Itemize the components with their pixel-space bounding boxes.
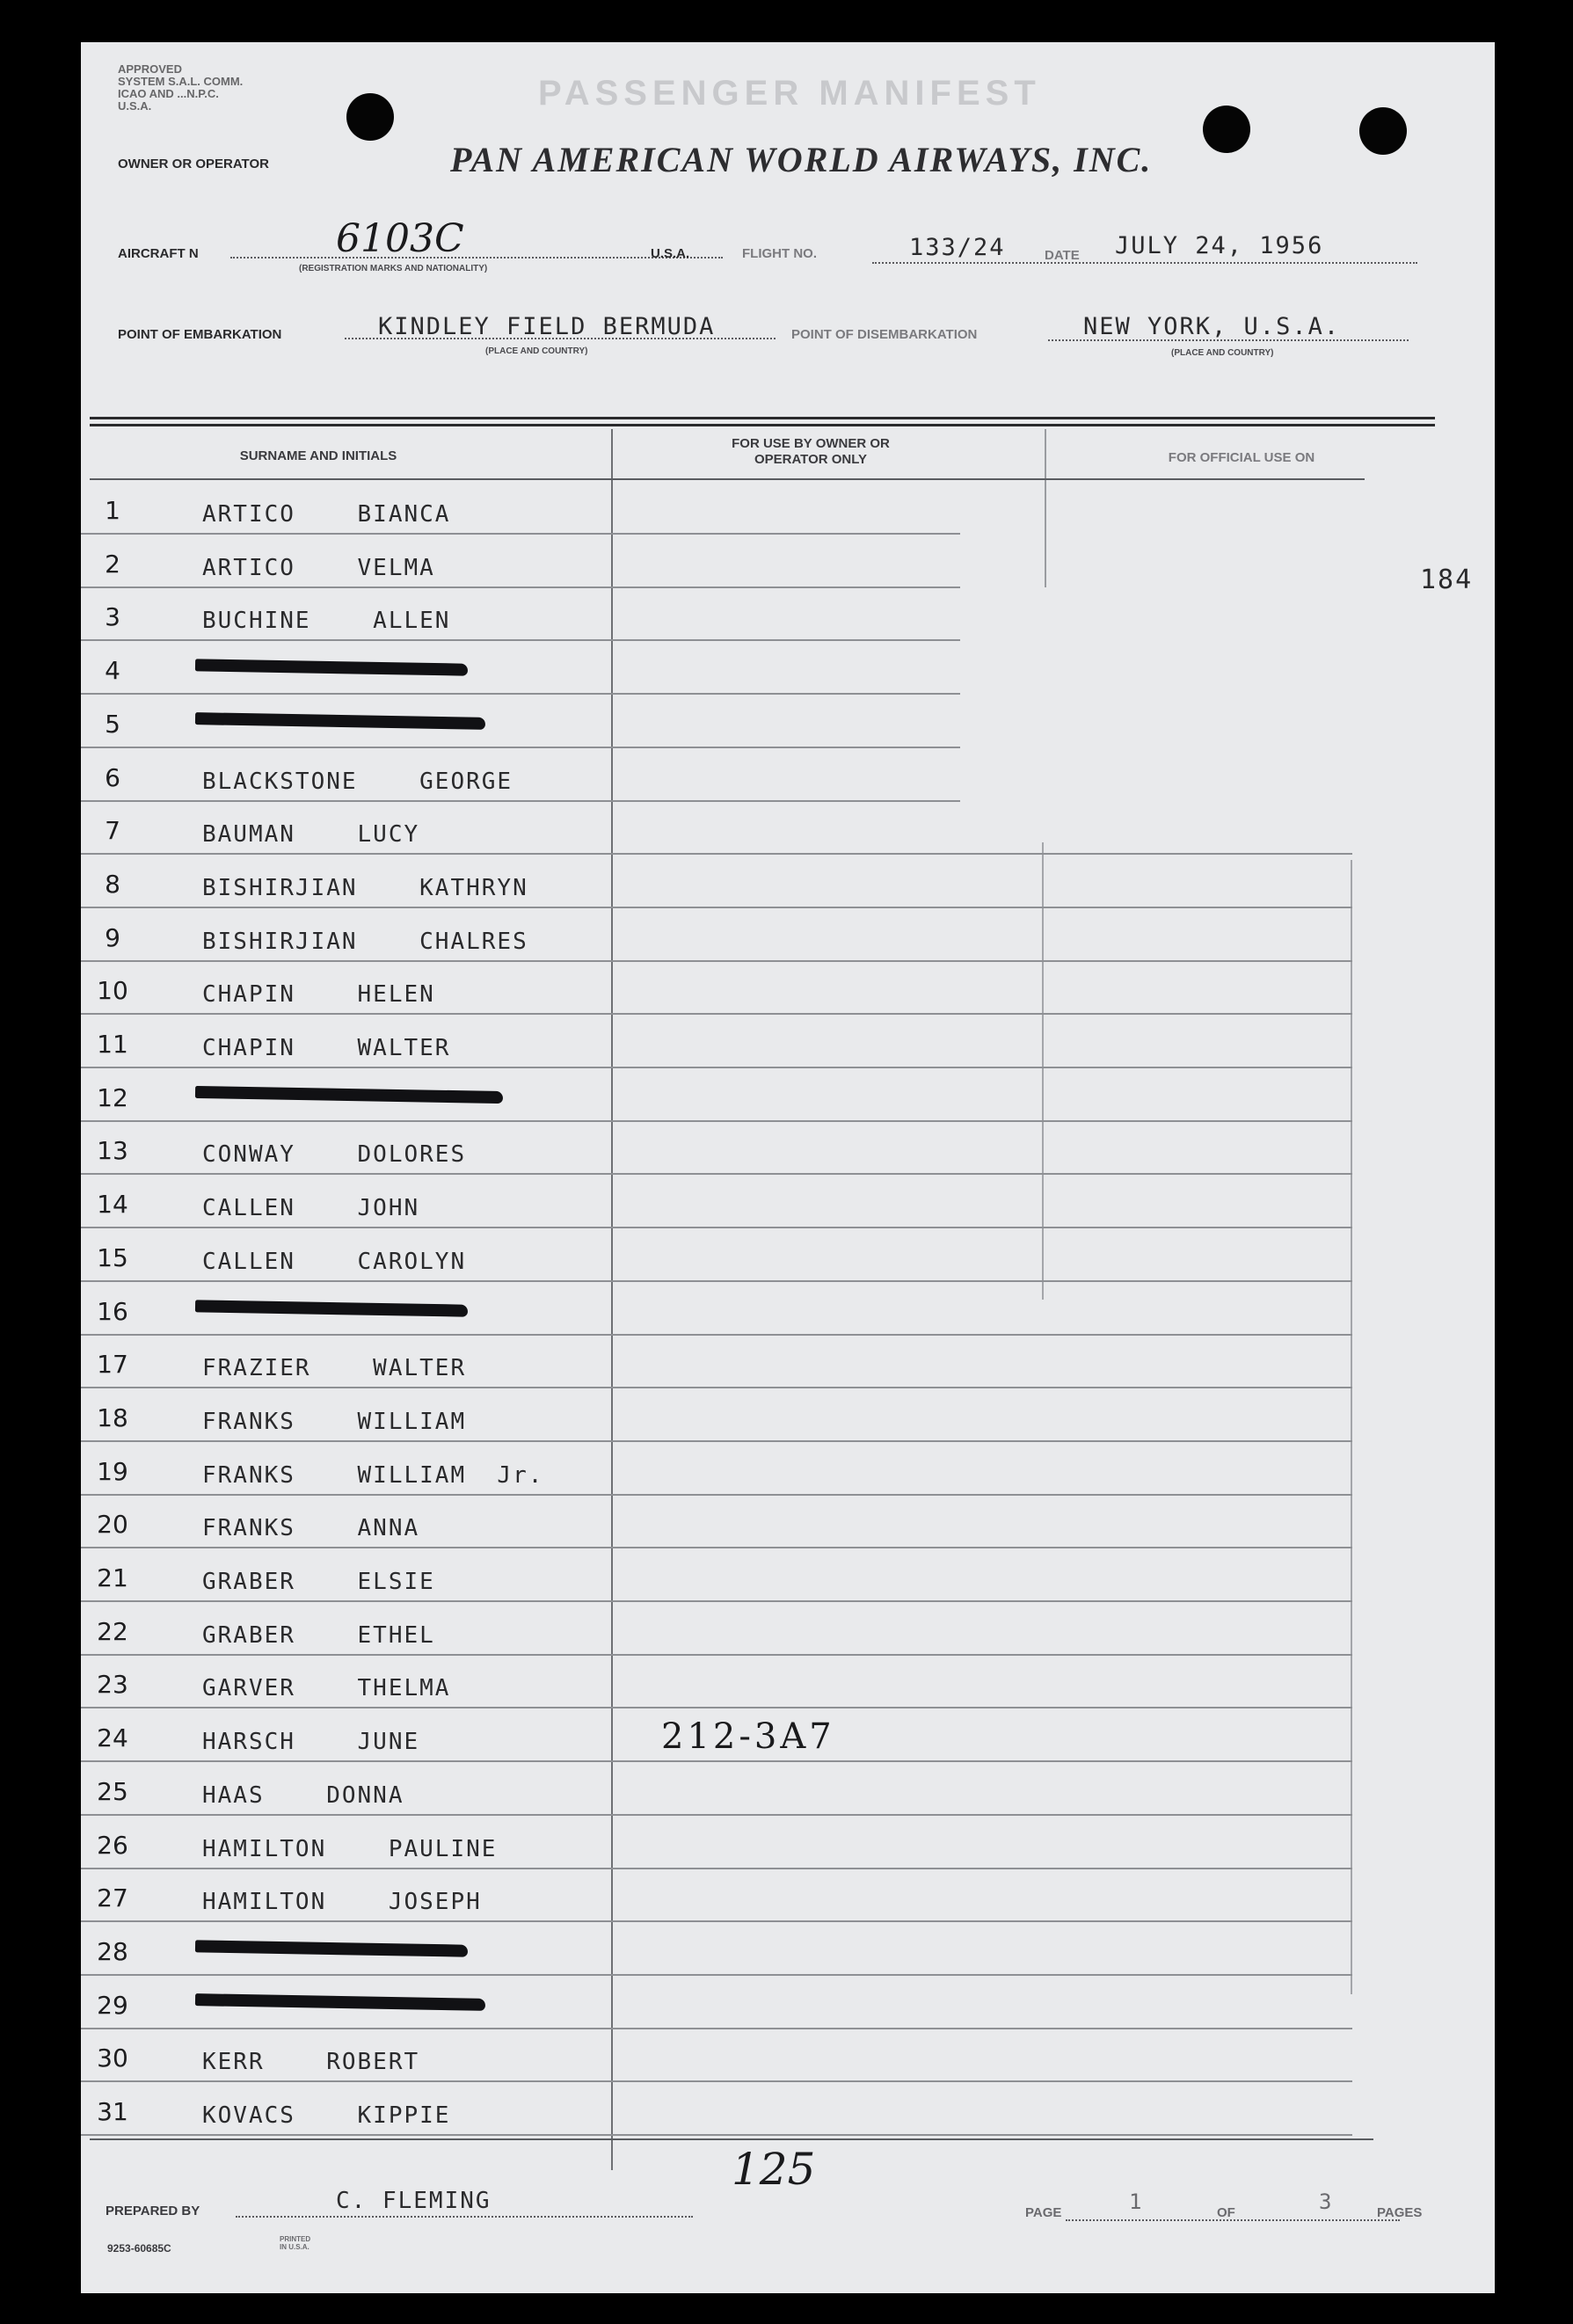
aircraft-dotline [230,257,723,259]
passenger-name: CONWAY DOLORES [202,1141,467,1169]
row-rule [81,1547,1352,1548]
row-number: 11 [97,1030,128,1059]
row-number: 12 [97,1082,128,1112]
col-header-surname: SURNAME AND INITIALS [239,448,397,463]
handwritten-mark: 125 [732,2144,816,2195]
aircraft-sublabel: (REGISTRATION MARKS AND NATIONALITY) [299,264,488,273]
passenger-name: BISHIRJIAN KATHRYN [202,874,528,901]
passenger-name: CALLEN CAROLYN [202,1248,467,1275]
row-rule [81,639,960,641]
approval-line: APPROVED [118,62,182,76]
passenger-name: ARTICO BIANCA [202,501,451,528]
table-row [81,1443,1171,1497]
table-row [81,802,1171,856]
table-row [81,1763,1171,1817]
punch-hole-right [1359,107,1407,155]
row-number: 6 [105,762,120,792]
table-row [81,1603,1171,1657]
table-row [81,909,1171,963]
table-row [81,856,1171,909]
row-rule [81,1280,1352,1282]
row-rule [81,1013,1352,1015]
redaction-mark [195,1940,468,1956]
prepared-value: C. FLEMING [336,2188,492,2214]
row-rule [81,1334,1352,1336]
row-number: 19 [97,1456,128,1486]
col-header-owner-use: FOR USE BY OWNER OR OPERATOR ONLY [732,436,890,467]
row-rule [81,1440,1352,1442]
row-number: 10 [97,976,128,1006]
row-number: 25 [97,1776,128,1806]
form-number: 9253-60685C [107,2242,171,2255]
row-number: 21 [97,1563,128,1592]
passenger-name: FRANKS ANNA [202,1515,420,1542]
passenger-name: ARTICO VELMA [202,554,435,581]
row-number: 23 [97,1670,128,1700]
table-row [81,1977,1171,2030]
table-row [81,1549,1171,1603]
passenger-name: BISHIRJIAN CHALRES [202,928,528,955]
date-label: DATE [1045,248,1080,263]
passenger-name: KERR ROBERT [202,2049,420,2076]
passenger-name: FRAZIER WALTER [202,1355,467,1382]
row-rule [81,1974,1352,1976]
redaction-mark [195,1086,503,1104]
row-rule [81,853,1352,855]
passenger-name: FRANKS WILLIAM Jr. [202,1461,544,1489]
usa-label: U.S.A. [651,246,690,261]
company-name: PAN AMERICAN WORLD AIRWAYS, INC. [450,140,1153,179]
footer-rule [90,2138,1373,2140]
punch-hole-center [1203,106,1250,153]
row-number: 7 [105,816,120,846]
date-value: JULY 24, 1956 [1115,232,1324,259]
passenger-name: HARSCH JUNE [202,1729,420,1756]
passenger-name: HAMILTON PAULINE [202,1835,498,1862]
row-number: 8 [105,869,120,899]
row-number: 17 [97,1350,128,1380]
passenger-name: CHAPIN HELEN [202,981,435,1009]
redaction-mark [195,1993,485,2011]
table-row [81,962,1171,1016]
row-rule [81,1760,1352,1762]
margin-note: 184 [1420,565,1474,595]
row-number: 2 [105,549,120,579]
flight-label: FLIGHT NO. [742,246,817,261]
passenger-name: CHAPIN WALTER [202,1035,451,1061]
row-rule [81,1920,1352,1922]
passenger-name: BAUMAN LUCY [202,821,420,849]
table-row [81,1229,1171,1283]
document-title: PASSENGER MANIFEST [538,74,1041,113]
table-row [81,2083,1171,2137]
row-number: 28 [97,1936,128,1966]
approval-line: ICAO AND ...N.P.C. [118,87,219,100]
row-rule [81,693,960,695]
table-row [81,1817,1171,1870]
approval-line: SYSTEM S.A.L. COMM. [118,75,244,88]
table-row [81,1016,1171,1069]
disembark-sublabel: (PLACE AND COUNTRY) [1171,348,1274,358]
row-number: 18 [97,1402,128,1432]
table-top-rule [90,417,1435,419]
owner-label: OWNER OR OPERATOR [118,157,269,171]
row-rule [81,2028,1352,2029]
redaction-mark [195,712,485,730]
row-number: 30 [97,2044,128,2073]
row-rule [81,747,960,748]
table-row [81,482,1171,535]
row-number: 14 [97,1190,128,1220]
redaction-mark [195,1300,468,1316]
date-dotline [872,262,1417,264]
passenger-name: BLACKSTONE GEORGE [202,768,513,795]
row-rule [81,1707,1352,1708]
row-rule [81,1654,1352,1656]
col-divider-3 [1351,860,1352,1994]
passenger-name: HAMILTON JOSEPH [202,1889,482,1916]
punch-hole-left [346,93,394,141]
aircraft-value: 6103C [336,216,464,261]
table-row [81,1656,1171,1709]
passenger-name: GRABER ELSIE [202,1569,435,1595]
passenger-name: FRANKS WILLIAM [202,1408,467,1435]
prepared-label: PREPARED BY [106,2204,200,2218]
embark-label: POINT OF EMBARKATION [118,327,282,342]
table-row [81,1389,1171,1443]
table-row [81,1336,1171,1389]
row-rule [81,1120,1352,1122]
table-row [81,696,1171,749]
passenger-name: CALLEN JOHN [202,1195,420,1222]
row-number: 3 [105,602,120,632]
table-row [81,1069,1171,1123]
passenger-name: GRABER ETHEL [202,1621,435,1649]
row-number: 13 [97,1136,128,1166]
redaction-mark [195,659,468,675]
table-row [81,1923,1171,1977]
owner-note-row24: 212-3A7 [661,1716,835,1757]
row-rule [81,1814,1352,1816]
row-rule [81,1173,1352,1175]
table-row [81,1869,1171,1923]
row-rule [81,1227,1352,1228]
row-number: 4 [105,656,120,686]
table-row [81,642,1171,696]
page-value: 1 [1129,2189,1144,2214]
row-number: 22 [97,1616,128,1646]
of-value: 3 [1319,2189,1334,2214]
table-row [81,1176,1171,1229]
row-rule [81,1600,1352,1602]
disembark-value: NEW YORK, U.S.A. [1083,313,1341,340]
embark-sublabel: (PLACE AND COUNTRY) [485,346,588,356]
row-number: 20 [97,1510,128,1540]
row-rule [81,960,1352,962]
row-rule [81,907,1352,908]
row-rule [81,1387,1352,1388]
row-rule [81,1494,1352,1496]
row-number: 27 [97,1883,128,1913]
row-rule [81,1868,1352,1869]
table-top-rule-2 [90,424,1435,426]
manifest-sheet [81,42,1495,2293]
flight-value: 133/24 [909,234,1006,261]
row-rule [81,533,960,535]
row-number: 1 [105,496,120,525]
row-number: 5 [105,709,120,739]
row-number: 29 [97,1990,128,2020]
row-rule [81,2134,1352,2136]
prepared-dotline [236,2216,693,2218]
passenger-name: KOVACS KIPPIE [202,2102,451,2129]
table-row [81,2029,1171,2083]
row-number: 26 [97,1830,128,1860]
row-rule [81,1067,1352,1068]
table-row [81,749,1171,803]
table-row [81,1709,1171,1763]
header-underline [90,478,1365,480]
approval-stamp [118,63,243,113]
passenger-name: GARVER THELMA [202,1675,451,1702]
embark-dotline [345,338,776,339]
passenger-name: BUCHINE ALLEN [202,608,451,635]
row-number: 31 [97,2097,128,2126]
table-row [81,1283,1171,1337]
pages-label: PAGES [1377,2205,1423,2220]
page-label: PAGE [1025,2205,1062,2220]
aircraft-label: AIRCRAFT N [118,246,199,261]
table-row [81,1122,1171,1176]
page-dotline [1066,2219,1400,2221]
disembark-label: POINT OF DISEMBARKATION [791,327,978,342]
table-row [81,1496,1171,1549]
row-number: 9 [105,922,120,952]
row-rule [81,2080,1352,2082]
row-number: 16 [97,1296,128,1326]
row-rule [81,800,960,802]
row-number: 15 [97,1242,128,1272]
printed-label: PRINTED IN U.S.A. [280,2235,311,2251]
row-rule [81,586,960,588]
row-number: 24 [97,1723,128,1753]
col-header-official-use: FOR OFFICIAL USE ON [1168,450,1315,465]
passenger-name: HAAS DONNA [202,1781,404,1809]
approval-line: U.S.A. [118,99,152,113]
table-row [81,535,1171,589]
disembark-dotline [1048,339,1409,341]
of-label: OF [1217,2205,1235,2220]
table-row [81,588,1171,642]
embark-value: KINDLEY FIELD BERMUDA [378,313,716,340]
